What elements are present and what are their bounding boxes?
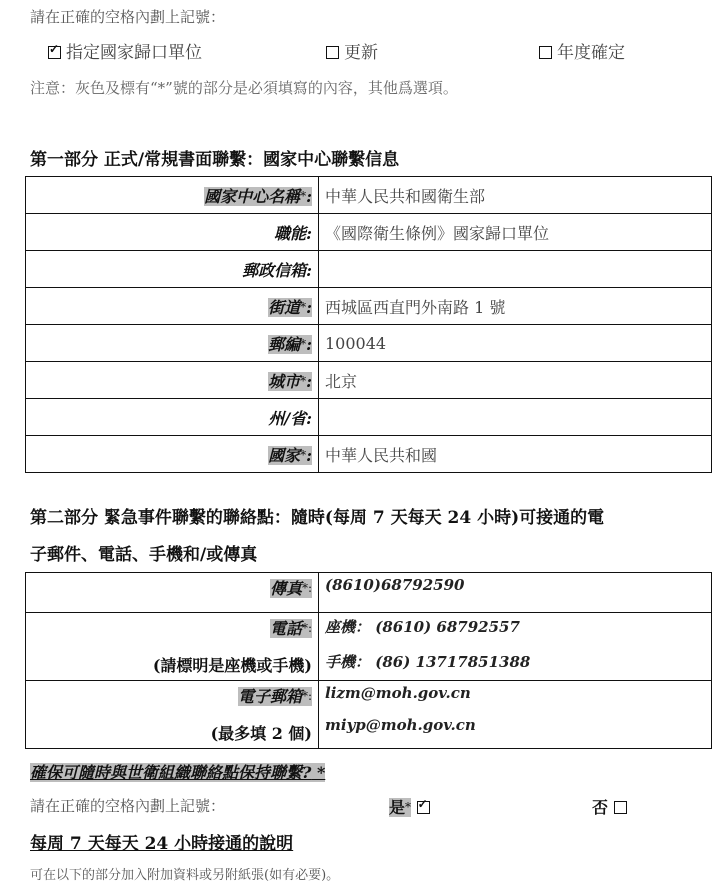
- phone-field[interactable]: [319, 613, 712, 681]
- table-row: [26, 613, 712, 681]
- part2-title-line1: 第二部分 緊急事件聯繫的聯絡點：隨時(每周 7 天每天 24 小時)可接通的電: [30, 508, 605, 528]
- table-row: [26, 436, 712, 473]
- landline-value: 座機： (8610) 68792557: [325, 618, 520, 636]
- form-type-options: [48, 38, 668, 62]
- field-label: 州/省:: [26, 399, 319, 436]
- table-row: [26, 288, 712, 325]
- table-row: [26, 362, 712, 399]
- country-field[interactable]: 中華人民共和國: [319, 436, 712, 473]
- instruction-text: 請在正確的空格內劃上記號：: [30, 8, 226, 26]
- field-label: 郵編*:: [26, 325, 319, 362]
- postcode-field[interactable]: 100044: [319, 325, 712, 362]
- field-label: 國家中心名稱*:: [26, 177, 319, 214]
- field-label: 郵政信箱:: [26, 251, 319, 288]
- option-designate[interactable]: [48, 38, 202, 63]
- yes-option[interactable]: 是* ✓: [389, 795, 435, 818]
- email-hint: (最多填 2 個): [210, 724, 312, 743]
- centre-name-field[interactable]: 中華人民共和國衛生部: [319, 177, 712, 214]
- instruction-text: 請在正確的空格內劃上記號：: [30, 797, 226, 815]
- required-note: 注意：灰色及標有“*”號的部分是必須填寫的內容，其他爲選項。: [30, 79, 458, 97]
- email-value-2: miyp@moh.gov.cn: [325, 716, 476, 734]
- option-label: 更新: [344, 43, 378, 63]
- part2-title-line2: 子郵件、電話、手機和/或傳真: [30, 545, 258, 565]
- option-annual[interactable]: [539, 38, 625, 63]
- explanation-title: 每周 7 天每天 24 小時接通的說明: [30, 834, 294, 854]
- province-field[interactable]: [319, 399, 712, 436]
- field-label: 電子郵箱*: (最多填 2 個): [26, 681, 319, 749]
- no-option[interactable]: 否: [592, 795, 632, 818]
- explanation-note: 可在以下的部分加入附加資料或另附紙張(如有必要)。: [30, 868, 340, 883]
- option-label: 年度確定: [557, 43, 625, 63]
- checkbox-checked-icon[interactable]: [417, 801, 430, 814]
- option-label: 指定國家歸口單位: [66, 43, 202, 63]
- checkbox-checked-icon[interactable]: [48, 46, 61, 59]
- street-field[interactable]: 西城區西直門外南路 1 號: [319, 288, 712, 325]
- field-label: 電話*: (請標明是座機或手機): [26, 613, 319, 681]
- email-value-1: lizm@moh.gov.cn: [325, 684, 471, 702]
- option-update[interactable]: [326, 38, 378, 63]
- national-centre-table: [25, 176, 712, 473]
- checkbox-icon[interactable]: [614, 801, 627, 814]
- field-label: 職能:: [26, 214, 319, 251]
- mobile-value: 手機： (86) 13717851388: [325, 653, 531, 671]
- fax-field[interactable]: (8610)68792590: [319, 573, 712, 613]
- field-label: 城市*:: [26, 362, 319, 399]
- field-label: 街道*:: [26, 288, 319, 325]
- checkbox-icon[interactable]: [326, 46, 339, 59]
- po-box-field[interactable]: [319, 251, 712, 288]
- part1-title: 第一部分 正式/常規書面聯繫：國家中心聯繫信息: [30, 150, 400, 170]
- email-field[interactable]: [319, 681, 712, 749]
- function-field[interactable]: 《國際衛生條例》國家歸口單位: [319, 214, 712, 251]
- table-row: [26, 214, 712, 251]
- table-row: [26, 399, 712, 436]
- ensure-contact-question: 確保可隨時與世衛組織聯絡點保持聯繫? *: [30, 763, 326, 782]
- checkbox-icon[interactable]: [539, 46, 552, 59]
- table-row: [26, 681, 712, 749]
- field-label: 傳真*:: [26, 573, 319, 613]
- table-row: [26, 573, 712, 613]
- emergency-contact-table: [25, 572, 712, 749]
- table-row: [26, 251, 712, 288]
- table-row: [26, 177, 712, 214]
- field-label: 國家*:: [26, 436, 319, 473]
- table-row: [26, 325, 712, 362]
- phone-hint: (請標明是座機或手機): [152, 656, 312, 675]
- city-field[interactable]: 北京: [319, 362, 712, 399]
